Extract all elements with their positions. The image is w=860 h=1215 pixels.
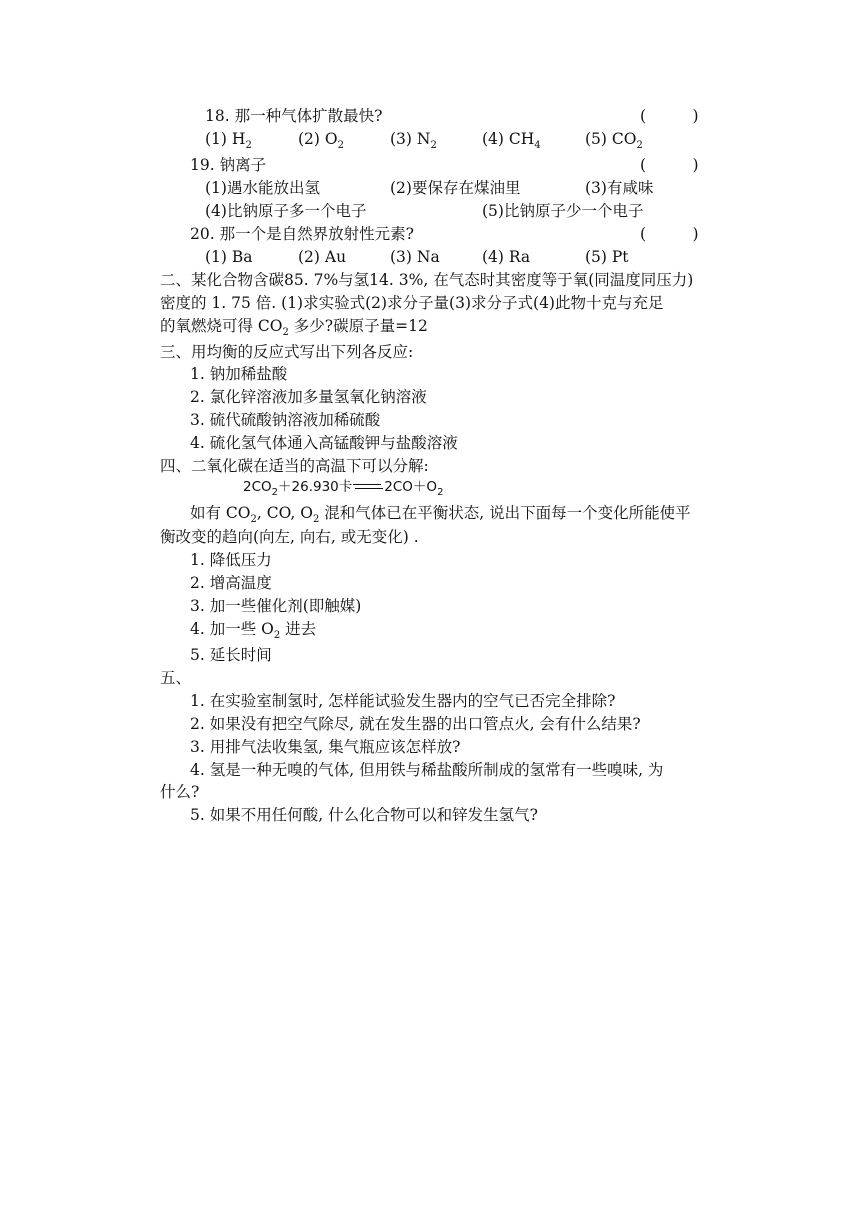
sec4-item-4: 4. 加一些 $O_2$ 进去 xyxy=(190,620,317,641)
q18-option-2: (2) $O_2$ xyxy=(298,130,344,151)
q19-option-1: (1)遇水能放出氢 xyxy=(205,179,320,197)
q18-option-4: (4) $CH_4$ xyxy=(482,130,541,151)
sec4-item-2: 2. 增高温度 xyxy=(190,574,272,592)
sec2-line-2: 密度的 1. 75 倍. (1)求实验式(2)求分子量(3)求分子式(4)此物十克与充足 xyxy=(160,294,664,312)
sec5-item-4: 4. 氢是一种无嗅的气体, 但用铁与稀盐酸所制成的氢常有一些嗅味, 为 xyxy=(190,761,664,779)
q18-answer-blank: ( ) xyxy=(640,107,699,125)
q20-option-4: (4) Ra xyxy=(482,248,531,266)
q18-option-3: (3) $N_2$ xyxy=(390,130,437,151)
sec4-item-5: 5. 延长时间 xyxy=(190,646,272,664)
q18-option-1: (1) $H_2$ xyxy=(205,130,252,151)
q20-option-2: (2) Au xyxy=(298,248,347,266)
q19-option-5: (5)比钠原子少一个电子 xyxy=(482,202,644,220)
sec2-line-1: 二、某化合物含碳85. 7%与氢14. 3%, 在气态时其密度等于氧(同温度同压力) xyxy=(160,271,694,289)
sec5-item-5: 5. 如果不用任何酸, 什么化合物可以和锌发生氢气? xyxy=(190,806,538,824)
q19-answer-blank: ( ) xyxy=(640,156,699,174)
equilibrium-arrow-icon xyxy=(353,482,383,492)
sec5-item-4-cont: 什么? xyxy=(160,783,200,801)
sec2-line-3: 的氧燃烧可得 $CO_2$ 多少?碳原子量=12 xyxy=(160,317,428,338)
sec4-item-3: 3. 加一些催化剂(即触媒) xyxy=(190,597,362,615)
q18-text: 18. 那一种气体扩散最快? xyxy=(205,107,383,125)
q18-option-5: (5) $CO_2$ xyxy=(585,130,643,151)
q20-answer-blank: ( ) xyxy=(640,225,699,243)
q19-option-2: (2)要保存在煤油里 xyxy=(390,179,521,197)
sec4-equation: $2CO_2+26.930$卡 $2CO+O_2$ xyxy=(243,479,444,498)
q20-option-5: (5) Pt xyxy=(585,248,629,266)
sec3-title: 三、用均衡的反应式写出下列各反应: xyxy=(160,343,414,361)
q19-option-4: (4)比钠原子多一个电子 xyxy=(205,202,367,220)
sec5-item-3: 3. 用排气法收集氢, 集气瓶应该怎样放? xyxy=(190,738,461,756)
sec3-item-2: 2. 氯化锌溶液加多量氢氧化钠溶液 xyxy=(190,388,427,406)
q20-text: 20. 那一个是自然界放射性元素? xyxy=(190,225,414,243)
q19-option-3: (3)有咸味 xyxy=(585,179,654,197)
sec4-para-line-1: 如有 $CO_2$, CO, $O_2$ 混和气体已在平衡状态, 说出下面每一个变化所能使平 xyxy=(190,504,691,525)
sec4-item-1: 1. 降低压力 xyxy=(190,551,272,569)
sec5-title: 五、 xyxy=(160,669,192,687)
sec3-item-1: 1. 钠加稀盐酸 xyxy=(190,365,288,383)
sec3-item-3: 3. 硫代硫酸钠溶液加稀硫酸 xyxy=(190,411,381,429)
q19-text: 19. 钠离子 xyxy=(190,156,267,174)
sec4-para-line-2: 衡改变的趋向(向左, 向右, 或无变化) . xyxy=(160,528,419,546)
sec3-item-4: 4. 硫化氢气体通入高锰酸钾与盐酸溶液 xyxy=(190,434,458,452)
sec5-item-1: 1. 在实验室制氢时, 怎样能试验发生器内的空气已否完全排除? xyxy=(190,692,616,710)
q20-option-1: (1) Ba xyxy=(205,248,253,266)
sec4-title: 四、二氧化碳在适当的高温下可以分解: xyxy=(160,457,429,475)
sec5-item-2: 2. 如果没有把空气除尽, 就在发生器的出口管点火, 会有什么结果? xyxy=(190,715,641,733)
q20-option-3: (3) Na xyxy=(390,248,440,266)
